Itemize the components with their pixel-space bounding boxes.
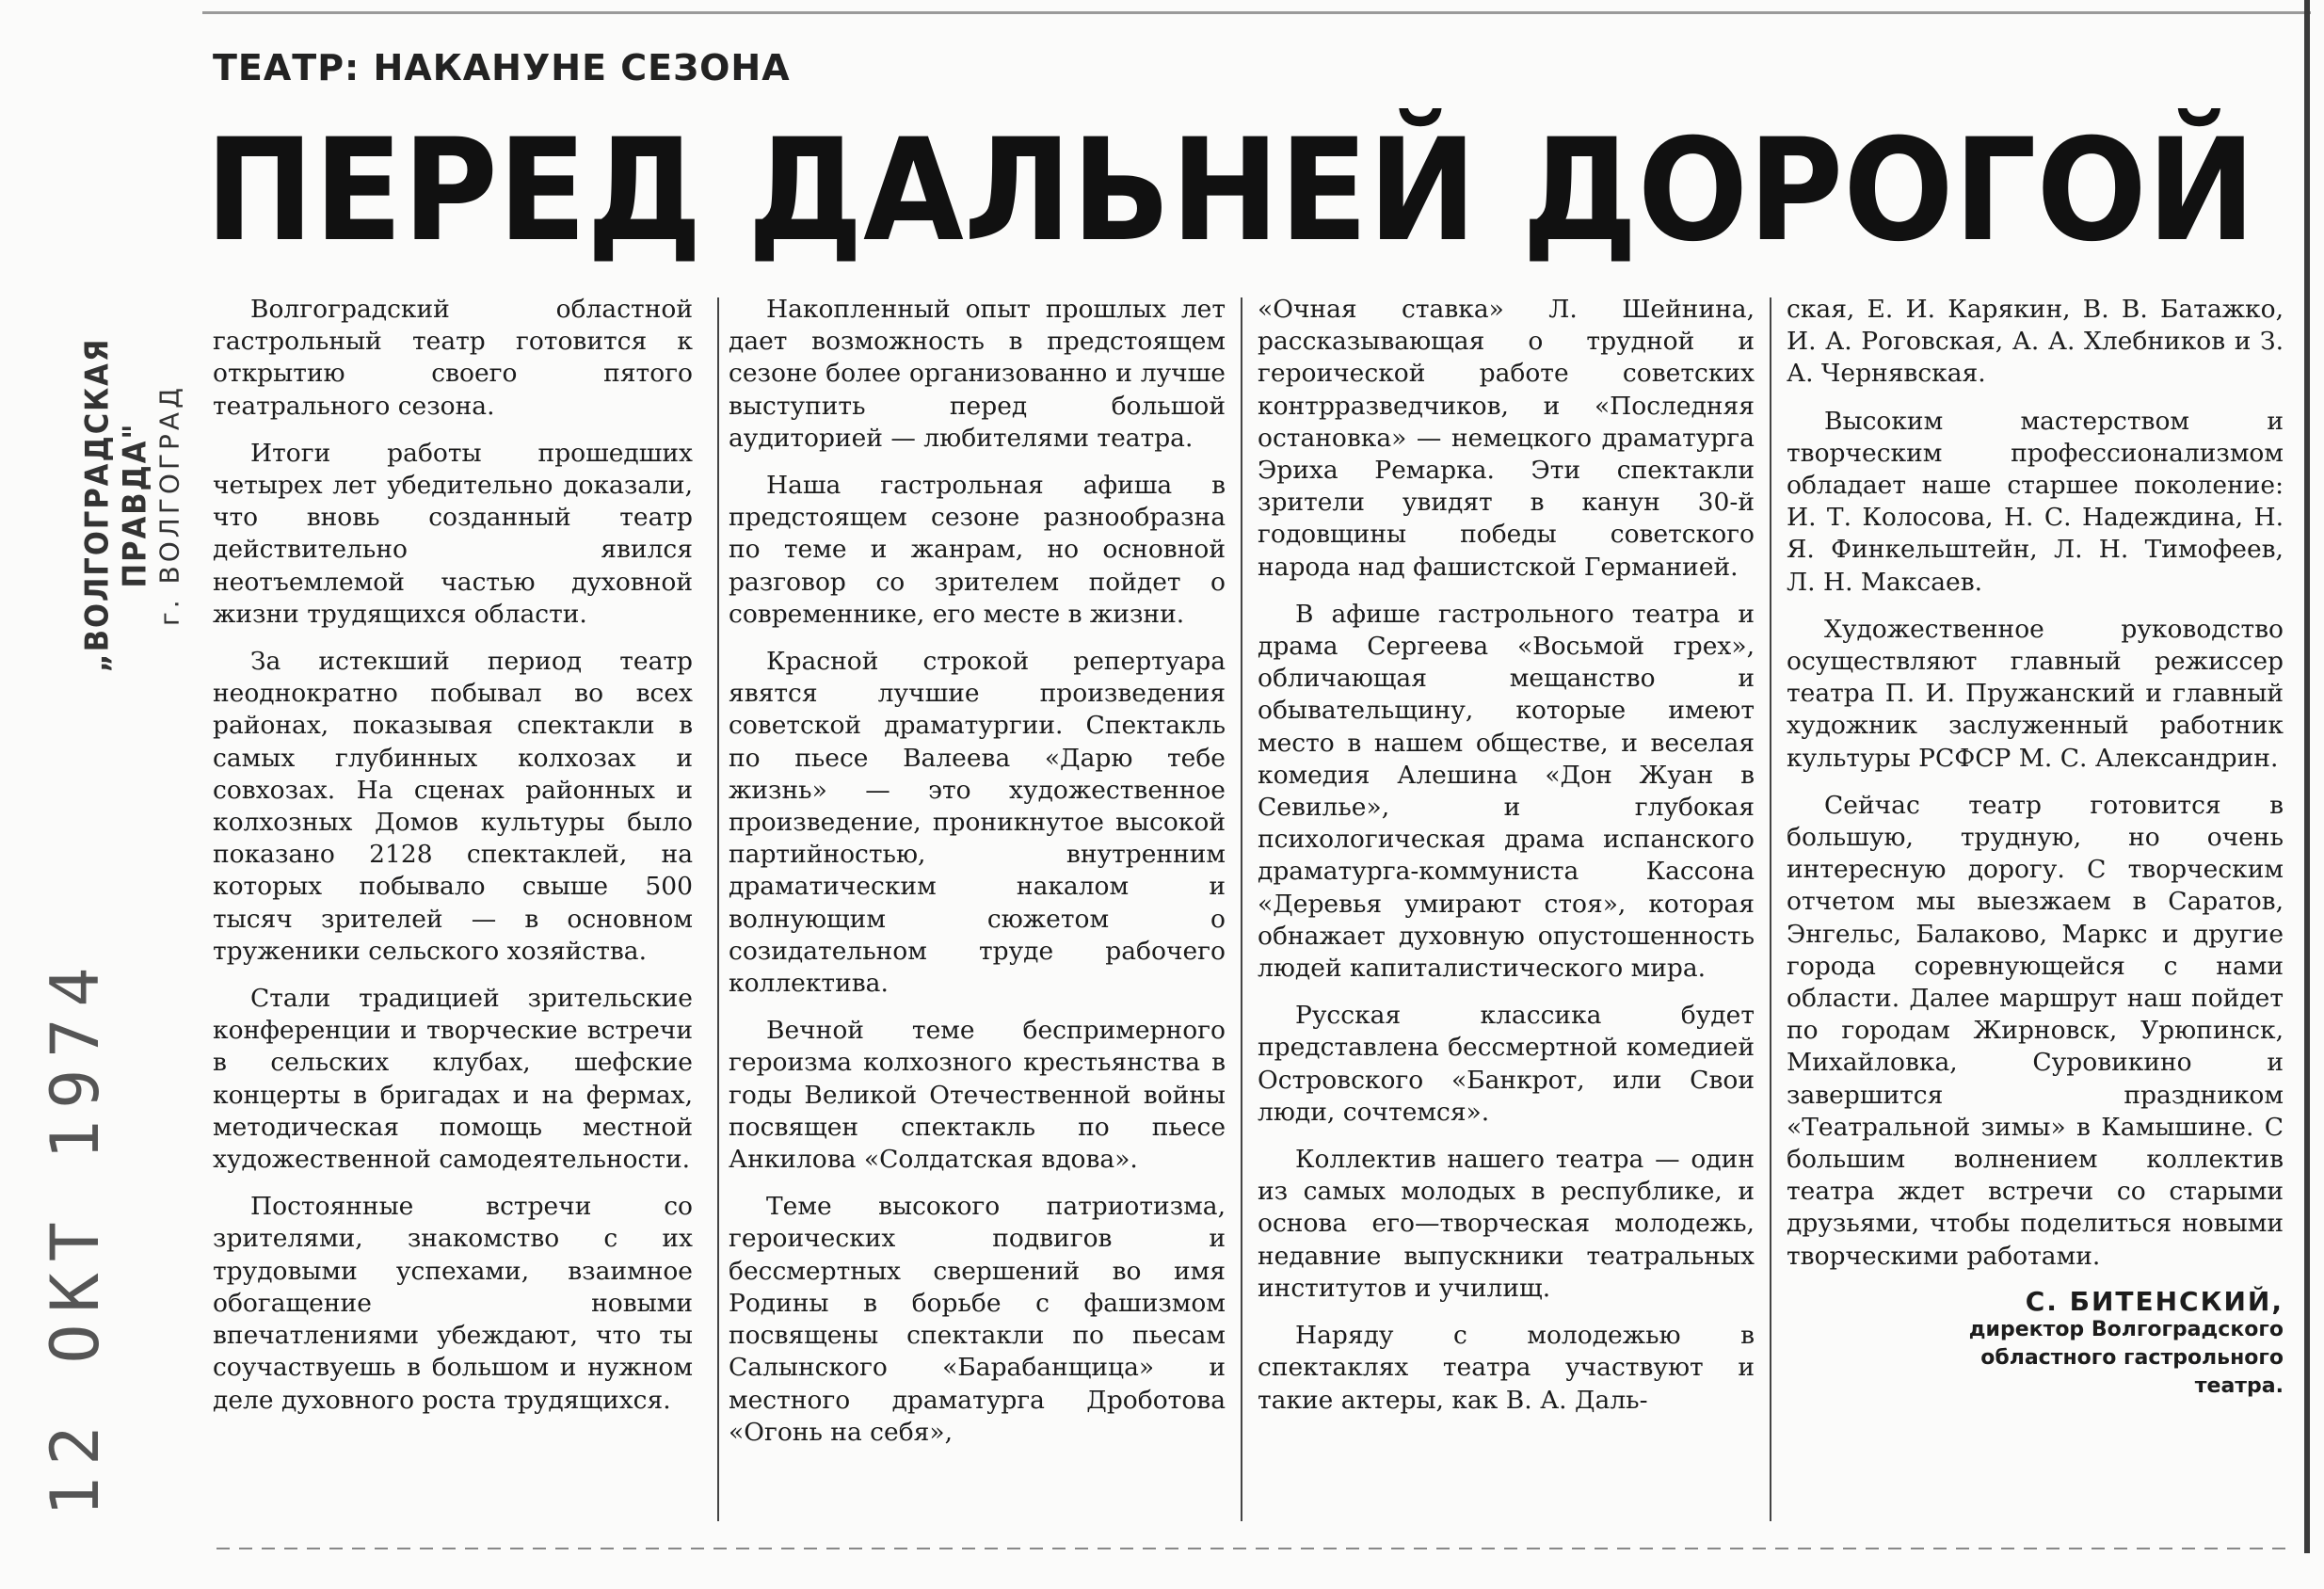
clipping-right-edge [2304, 0, 2310, 1553]
paragraph: Стали традицией зрительские конференции и творческие встречи в сельских клубах, шефские концерты в бригадах и на фермах, методическая помощь местной художественной самодеятельности. [213, 984, 693, 1175]
paragraph: Волгоградский областной гастрольный театр готовится к открытию своего пятого театрального сезона. [213, 295, 693, 421]
paragraph: Итоги работы прошедших четырех лет убедительно доказали, что вновь созданный театр действительно явился неотъемлемой частью духовной жизни трудящихся области. [213, 438, 693, 629]
rubric: ТЕАТР: НАКАНУНЕ СЕЗОНА [213, 47, 791, 88]
paragraph: ская, Е. И. Карякин, В. В. Батажко, И. А. Роговская, А. А. Хлебников и З. А. Чернявская. [1787, 295, 2284, 389]
source-note [79, 261, 185, 750]
article-column-1 [213, 294, 693, 1536]
paragraph: Коллектив нашего театра — один из самых молодых в республике, и основа его—творческая молодежь, недавние выпускники театральных институтов и училищ. [1258, 1145, 1755, 1303]
date-stamp: 12 ОКТ 1974 [37, 955, 114, 1517]
paragraph: Наряду с молодежью в спектаклях театра участвуют и такие актеры, как В. А. Даль- [1258, 1321, 1755, 1415]
paragraph: Постоянные встречи со зрителями, знакомство с их трудовыми успехами, взаимное обогащение новыми впечатлениями убеждают, что ты соучаствуешь в большом и нужном деле духовного роста трудящихся. [213, 1192, 693, 1415]
paragraph: Вечной теме беспримерного героизма колхозного крестьянства в годы Великой Отечественной войны посвящен спектакль по пьесе Анкилова «Солдатская вдова». [729, 1016, 1226, 1175]
article-body [213, 294, 2284, 1536]
author-role: директор Волгоградского [1968, 1317, 2284, 1341]
author-name: С. БИТЕНСКИЙ, [2025, 1285, 2284, 1317]
paragraph: Красной строкой репертуара явятся лучшие произведения советской драматургии. Спектакль по пьесе Валеева «Дарю тебе жизнь» — это художественное произведение, проникнутое высокой партийностью, внутренним драматическим накалом и волнующим сюжетом о созидательном труде рабочего коллектива. [729, 647, 1226, 999]
headline: ПЕРЕД ДАЛЬНЕЙ ДОРОГОЙ [205, 109, 2256, 273]
paragraph: Теме высокого патриотизма, героических подвигов и бессмертных свершений во имя Родины в борьбе с фашизмом посвящены спектакли по пьесам Салынского «Барабанщица» и местного драматурга Дроботова «Огонь на себя», [729, 1192, 1226, 1447]
signature [1787, 1285, 2284, 1401]
article-column-3 [1258, 294, 1755, 1536]
paragraph: За истекший период театр неоднократно побывал во всех районах, показывая спектакли в самых глубинных колхозах и совхозах. На сценах районных и колхозных Домов культуры было показано 2128 спектаклей, на которых побывало свыше 500 тысяч зрителей — в основном труженики сельского хозяйства. [213, 647, 693, 966]
newspaper-name: „ВОЛГОГРАДСКАЯ ПРАВДА" [78, 337, 154, 673]
newspaper-city: г. ВОЛГОГРАД [153, 384, 185, 626]
article-column-2 [729, 294, 1226, 1536]
clipping-bottom-edge [216, 1548, 2287, 1549]
paragraph: Высоким мастерством и творческим профессионализмом обладает наше старшее поколение: И. Т. Колосова, Н. С. Надеждина, Н. Я. Финкельштейн, Л. Н. Тимофеев, Л. Н. Максаев. [1787, 406, 2284, 597]
paragraph: Накопленный опыт прошлых лет дает возможность в предстоящем сезоне более организованно и лучше выступить перед большой аудиторией — любителями театра. [729, 295, 1226, 453]
author-role: театра. [2194, 1373, 2284, 1398]
paragraph: В афише гастрольного театра и драма Сергеева «Восьмой грех», обличающая мещанство и обывательщину, которые имеют место в нашем обществе, и веселая комедия Алешина «Дон Жуан в Севилье», и глубокая психологическая драма испанского драматурга-коммуниста Кассона «Деревья умирают стоя», которая обнажает духовную опустошенность людей капиталистического мира. [1258, 599, 1755, 984]
paragraph: Русская классика будет представлена бессмертной комедией Островского «Банкрот, или Свои люди, сочтемся». [1258, 1001, 1755, 1127]
author-role: областного гастрольного [1980, 1345, 2284, 1370]
paragraph: Сейчас театр готовится в большую, трудную, но очень интересную дорогу. С творческим отчетом мы выезжаем в Саратов, Энгельс, Балаково, Маркс и другие города соревнующейся с нами области. Далее маршрут наш пойдет по городам Жирновск, Урюпинск, Михайловка, Суровикино и завершится праздником «Театральной зимы» в Камышине. С большим волнением коллектив театра ждет встречи со старыми друзьями, чтобы поделиться новыми творческими работами. [1787, 790, 2284, 1271]
paragraph: Наша гастрольная афиша в предстоящем сезоне разнообразна по теме и жанрам, но основной разговор со зрителем пойдет о современнике, его месте в жизни. [729, 471, 1226, 629]
article-column-4 [1787, 294, 2284, 1536]
clipping-top-edge [202, 11, 2311, 14]
paragraph: Художественное руководство осуществляют главный режиссер театра П. И. Пружанский и главный художник заслуженный работник культуры РСФСР М. С. Александрин. [1787, 614, 2284, 773]
paragraph: «Очная ставка» Л. Шейнина, рассказывающая о трудной и героической работе советских контрразведчиков, и «Последняя остановка» — немецкого драматурга Эриха Ремарка. Эти спектакли зрители увидят в канун 30-й годовщины победы советского народа над фашистской Германией. [1258, 295, 1755, 582]
